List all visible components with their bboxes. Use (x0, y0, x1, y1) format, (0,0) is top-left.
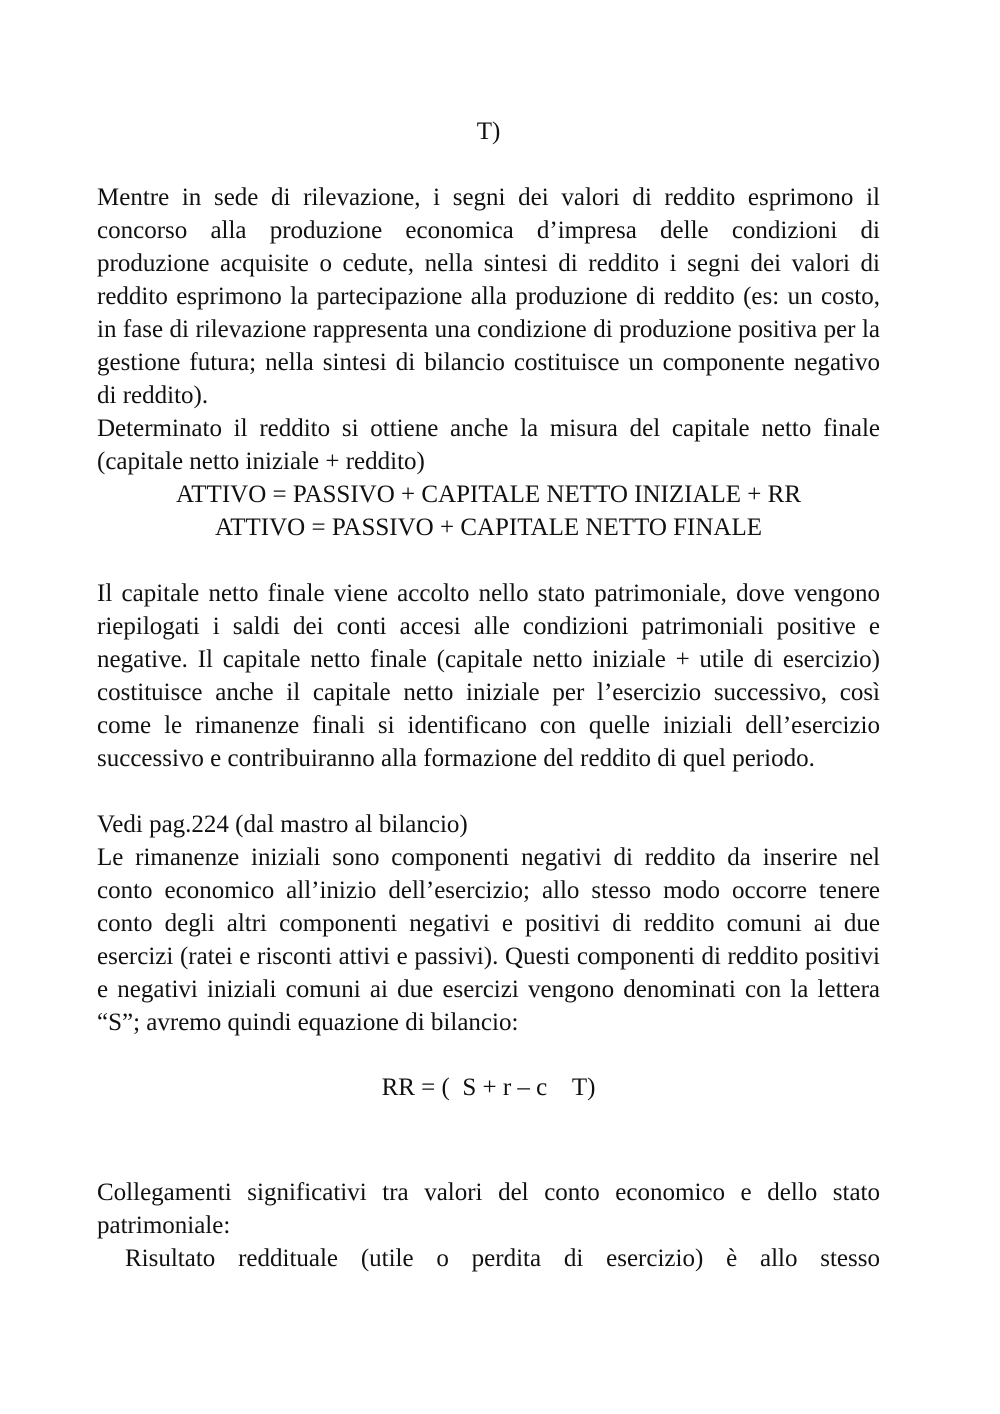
paragraph-5: Le rimanenze iniziali sono componenti negativi di reddito da inserire nel conto economico all’inizio dell’esercizio; allo stesso modo occorre tenere conto degli altri componenti negativi e positivi di reddito comuni ai due esercizi (ratei e risconti attivi e passivi). Questi componenti di reddito positivi e negativi iniziali comuni ai due esercizi vengono denominati con la lettera “S”; avremo quindi equazione di bilancio: (97, 844, 880, 1036)
paragraph-6: Collegamenti significativi tra valori del conto economico e dello stato patrimoniale: (97, 1179, 880, 1239)
equation-1: ATTIVO = PASSIVO + CAPITALE NETTO INIZIALE + RR (176, 481, 801, 508)
equation-2: ATTIVO = PASSIVO + CAPITALE NETTO FINALE (214, 514, 763, 541)
paragraph-2: Determinato il reddito si ottiene anche la misura del capitale netto finale (capitale netto iniziale + reddito) (97, 415, 880, 475)
paragraph-1: Mentre in sede di rilevazione, i segni dei valori di reddito esprimono il concorso alla produzione economica d’impresa delle condizioni di produzione acquisite o cedute, nella sintesi di reddito i segni dei valori di reddito esprimono la partecipazione alla produzione di reddito (es: un costo, in fase di rilevazione rappresenta una condizione di produzione positiva per la gestione futura; nella sintesi di bilancio costituisce un componente negativo di reddito). (97, 184, 880, 409)
equation-3: RR = ( S + r – c T) (381, 1074, 596, 1101)
paragraph-4: Vedi pag.224 (dal mastro al bilancio) (97, 811, 468, 838)
paragraph-3: Il capitale netto finale viene accolto nello stato patrimoniale, dove vengono riepilogati i saldi dei conti accesi alle condizioni patrimoniali positive e negative. Il capitale netto finale (capitale netto iniziale + utile di esercizio) costituisce anche il capitale netto iniziale per l’esercizio successivo, così come le rimanenze finali si identificano con quelle iniziali dell’esercizio successivo e contribuiranno alla formazione del reddito di quel periodo. (97, 580, 880, 772)
paragraph-7: Risultato reddituale (utile o perdita di esercizio) è allo stesso (125, 1245, 880, 1272)
page-header: T) (476, 118, 501, 145)
